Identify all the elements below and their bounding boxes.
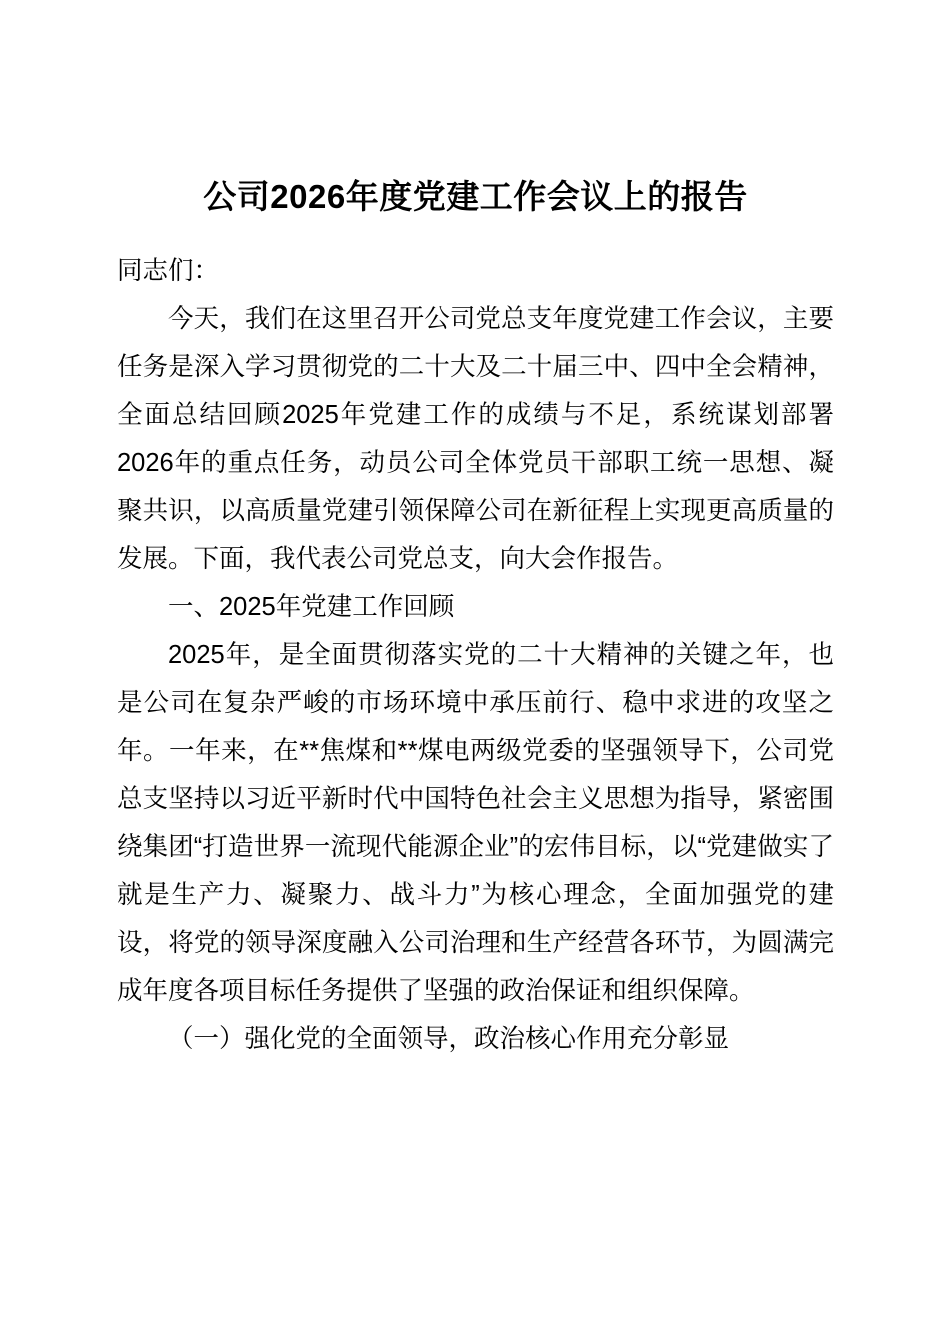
page-title: 公司2026年度党建工作会议上的报告: [203, 178, 748, 215]
salutation: 同志们：: [117, 257, 220, 286]
paragraph-section-one-body: 2025年，是全面贯彻落实党的二十大精神的关键之年，也是公司在复杂严峻的市场环境中承压前行、稳中求进的攻坚之年。一年来，在**焦煤和**煤电两级党委的坚强领导下，公司党总支坚持以习近平新时代中国特色社会主义思想为指导，紧密围绕集团“打造世界一流现代能源企业”的宏伟目标，以“党建做实了就是生产力、凝聚力、战斗力”为核心理念，全面加强党的建设，将党的领导深度融入公司治理和生产经营各环节，为圆满完成年度各项目标任务提供了坚强的政治保证和组织保障。: [117, 641, 834, 1006]
document-body: [117, 0, 834, 1063]
paragraph-opening: 今天，我们在这里召开公司党总支年度党建工作会议，主要任务是深入学习贯彻党的二十大及二十届三中、四中全会精神，全面总结回顾2025年党建工作的成绩与不足，系统谋划部署2026年的重点任务，动员公司全体党员干部职工统一思想、凝聚共识，以高质量党建引领保障公司在新征程上实现更高质量的发展。下面，我代表公司党总支，向大会作报告。: [117, 305, 834, 574]
subsection-heading-one: （一）强化党的全面领导，政治核心作用充分彰显: [168, 1025, 730, 1054]
section-heading-one: 一、2025年党建工作回顾: [168, 593, 455, 622]
